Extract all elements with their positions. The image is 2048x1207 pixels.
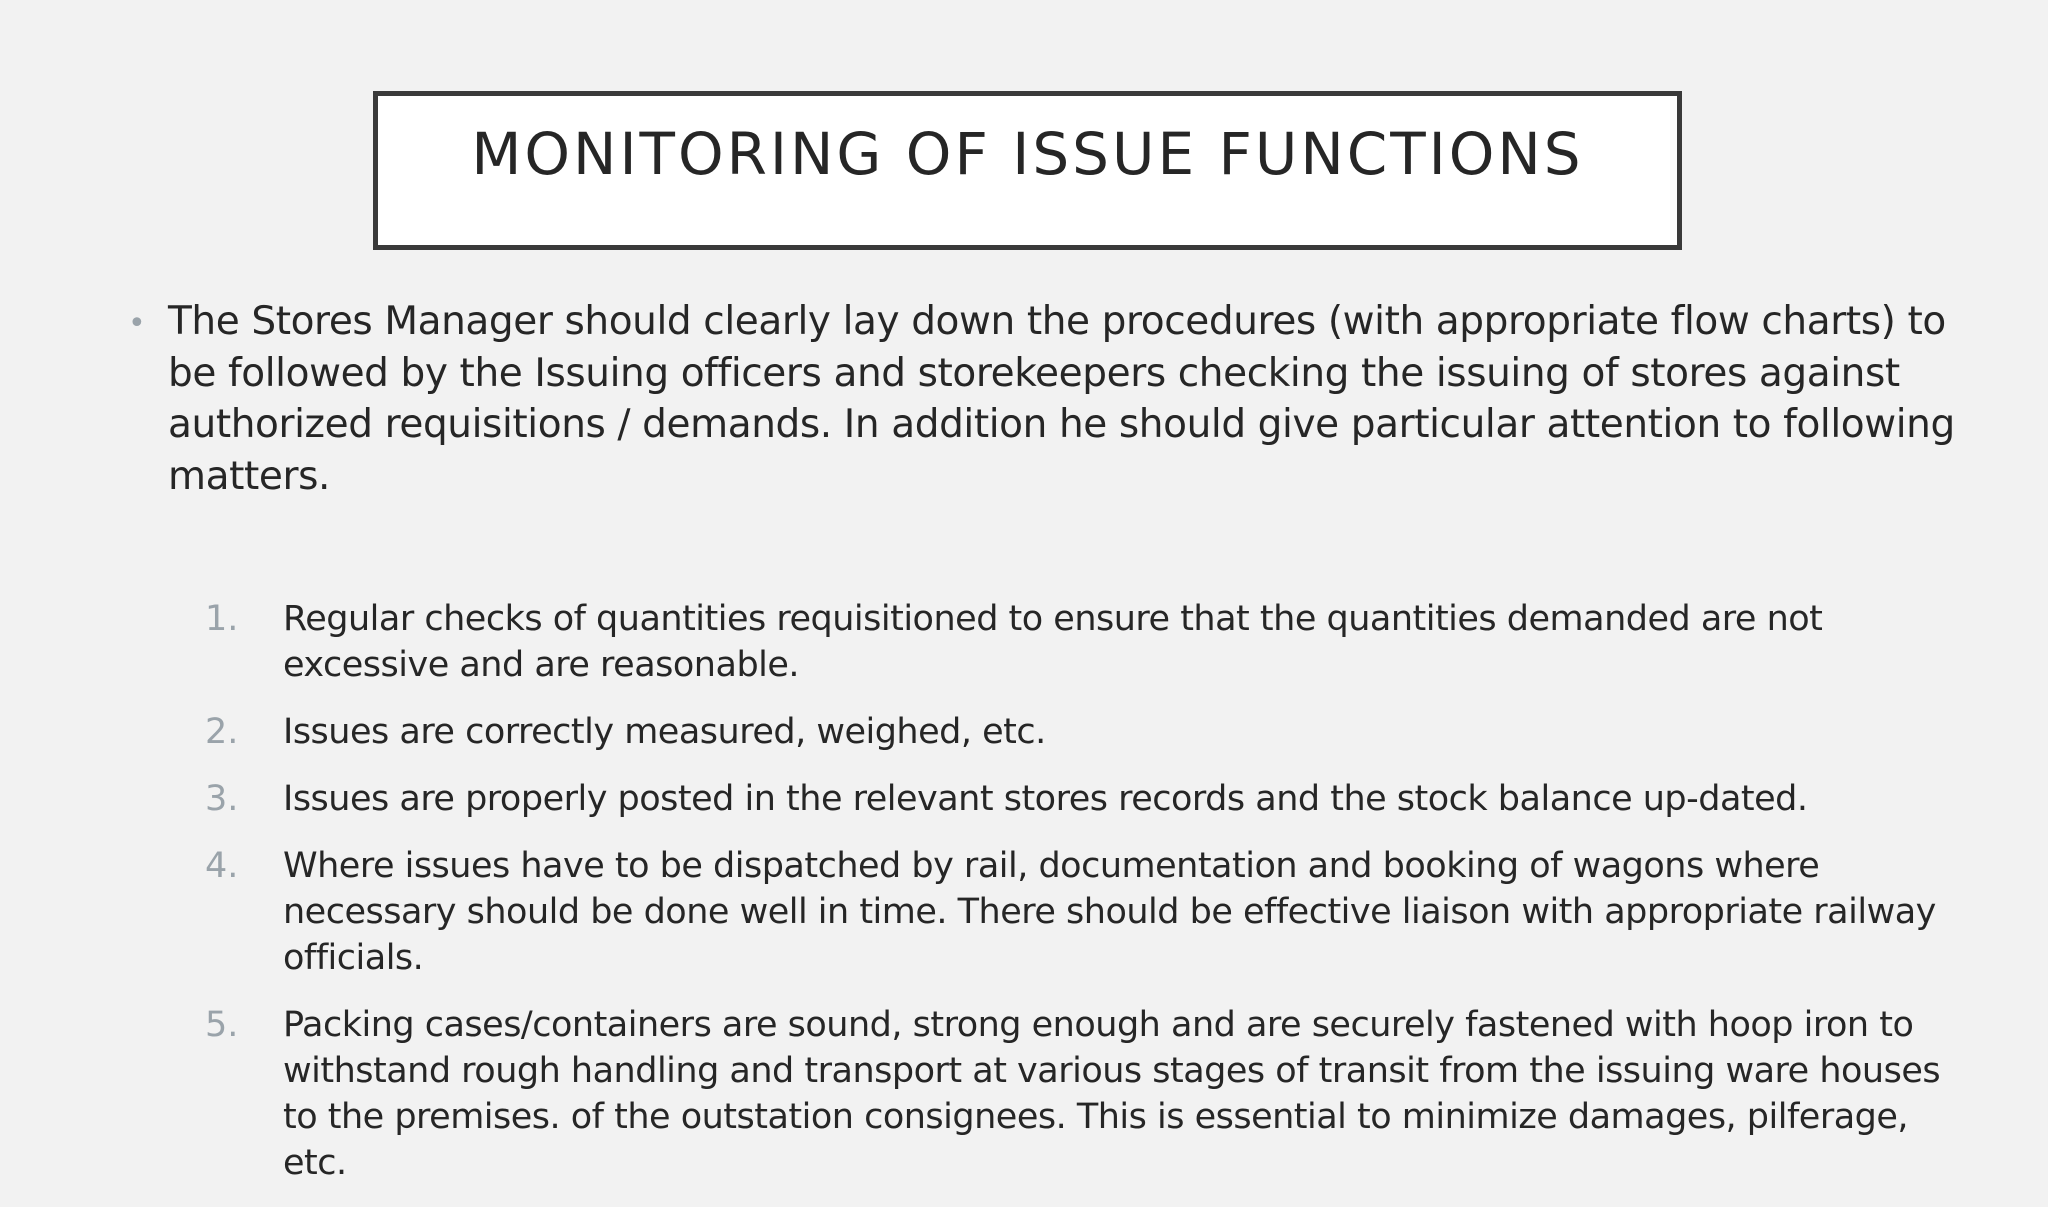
list-item-text: Issues are properly posted in the relevant stores records and the stock balance up-dated.	[283, 779, 1808, 819]
list-item	[205, 596, 1965, 688]
list-number: 1.	[205, 599, 239, 639]
list-item	[205, 709, 1965, 755]
slide-title: MONITORING OF ISSUE FUNCTIONS	[471, 120, 1584, 188]
intro-text: The Stores Manager should clearly lay down the procedures (with appropriate flow charts) to be followed by the Issuing officers and storekeepers checking the issuing of stores against authorized requisitions / demands. In addition he should give particular attention to following matters.	[168, 299, 1955, 499]
list-item-text: Where issues have to be dispatched by rail, documentation and booking of wagons where necessary should be done well in time. There should be effective liaison with appropriate railway officials.	[283, 846, 1936, 978]
list-item-text: Packing cases/containers are sound, strong enough and are securely fastened with hoop iron to withstand rough handling and transport at various stages of transit from the issuing ware houses to the premises. of the outstation consignees. This is essential to minimize damages, pilferage, etc.	[283, 1005, 1941, 1183]
bullet-icon: •	[128, 306, 146, 341]
list-item-text: Issues are correctly measured, weighed, etc.	[283, 712, 1046, 752]
list-item	[205, 843, 1965, 981]
list-number: 4.	[205, 846, 239, 886]
list-number: 5.	[205, 1005, 239, 1045]
list-item-text: Regular checks of quantities requisitioned to ensure that the quantities demanded are not excessive and are reasonable.	[283, 599, 1823, 685]
numbered-list	[205, 596, 1965, 1207]
list-item	[205, 1002, 1965, 1186]
intro-paragraph	[128, 296, 1958, 502]
list-number: 2.	[205, 712, 239, 752]
list-item	[205, 776, 1965, 822]
title-box	[373, 91, 1682, 250]
list-number: 3.	[205, 779, 239, 819]
